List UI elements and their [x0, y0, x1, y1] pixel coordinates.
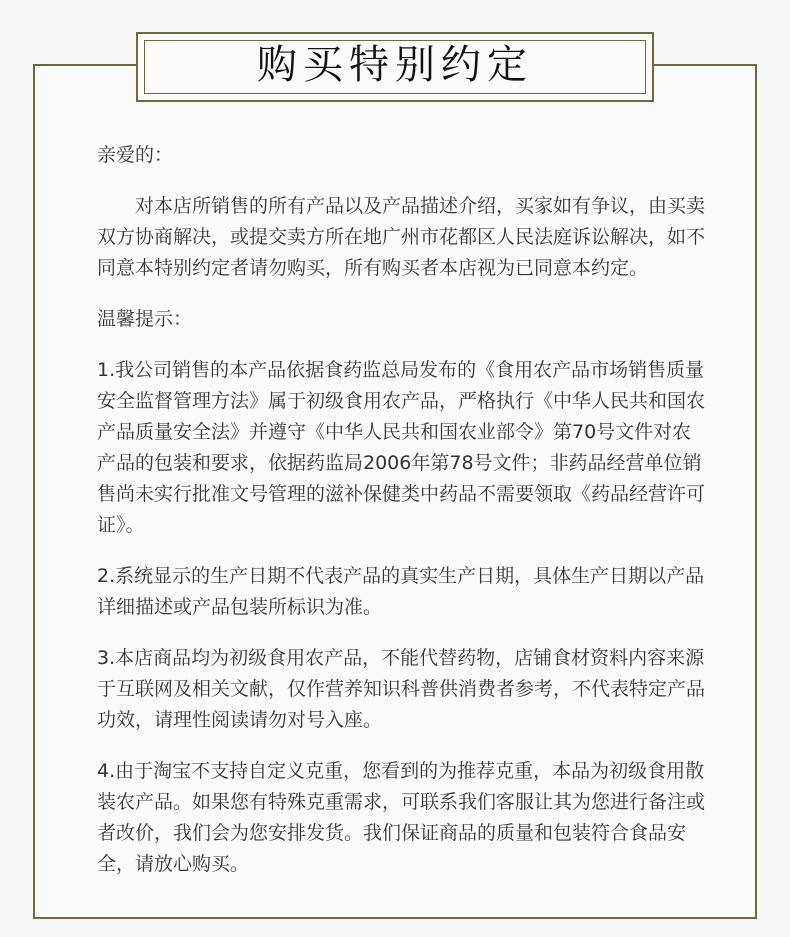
intro-paragraph: 对本店所销售的所有产品以及产品描述介绍，买家如有争议，由买卖双方协商解决，或提交卖方所在地广州市花都区人民法庭诉讼解决，如不同意本特别约定者请勿购买，所有购买者本店视为已同意本约定。: [97, 195, 706, 279]
tip-item-3: 3.本店商品均为初级食用农产品，不能代替药物，店铺食材资料内容来源于互联网及相关文献，仅作营养知识科普供消费者参考，不代表特定产品功效，请理性阅读请勿对号入座。: [97, 647, 706, 731]
greeting: 亲爱的：: [97, 144, 174, 166]
tip-item-2: 2.系统显示的生产日期不代表产品的真实生产日期，具体生产日期以产品详细描述或产品包装所标识为准。: [97, 565, 705, 618]
tips-heading: 温馨提示：: [97, 308, 193, 330]
page-title: 购买特别约定: [257, 42, 533, 88]
tip-item-1: 1.我公司销售的本产品依据食药监总局发布的《食用农产品市场销售质量安全监督管理方法》属于初级食用农产品，严格执行《中华人民共和国农产品质量安全法》并遵守《中华人民共和国农业部令》第70号文件对农产品的包装和要求，依据药监局2006年第78号文件；非药品经营单位销售尚未实行批准文号管理的滋补保健类中药品不需要领取《药品经营许可证》。: [97, 359, 706, 536]
agreement-content: [97, 140, 707, 900]
title-box: [136, 32, 654, 102]
tip-item-4: 4.由于淘宝不支持自定义克重，您看到的为推荐克重，本品为初级食用散装农产品。如果您有特殊克重需求，可联系我们客服让其为您进行备注或者改价，我们会为您安排发货。我们保证商品的质量和包装符合食品安全，请放心购买。: [97, 760, 706, 875]
